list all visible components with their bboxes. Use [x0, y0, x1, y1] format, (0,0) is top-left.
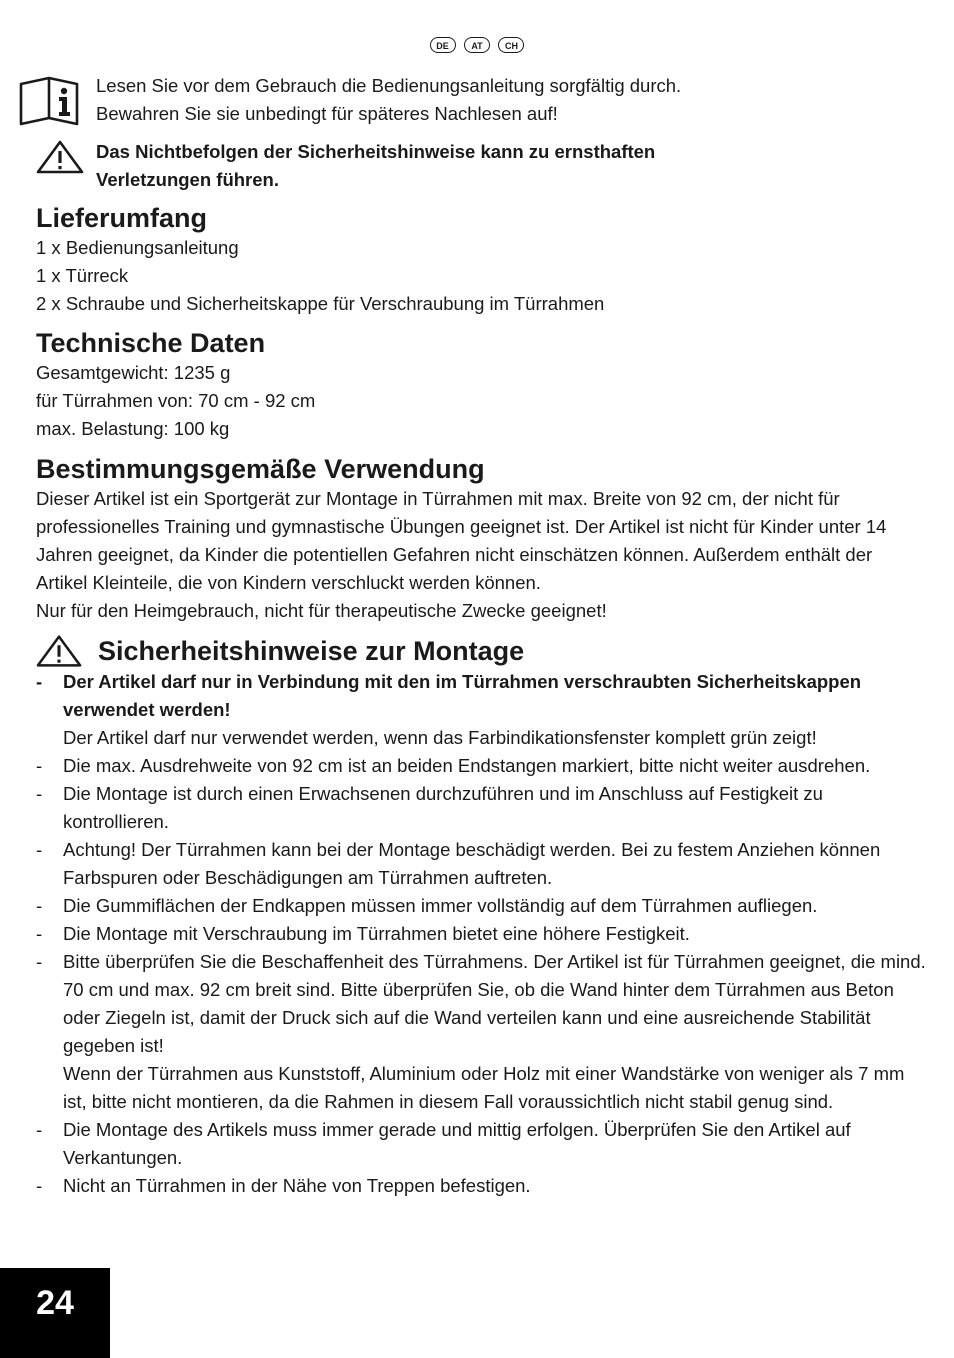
info-line-1: Lesen Sie vor dem Gebrauch die Bedienungsanleitung sorgfältig durch.	[96, 75, 682, 96]
list-item: 1 x Bedienungsanleitung	[36, 237, 239, 258]
spec-max-load: max. Belastung: 100 kg	[36, 418, 230, 439]
bullet-dash: -	[36, 895, 43, 916]
list-item	[36, 668, 926, 752]
list-item	[36, 948, 926, 1116]
country-flags	[0, 36, 954, 54]
list-item	[36, 892, 926, 920]
section-montage	[36, 634, 926, 1200]
list-item	[36, 752, 926, 780]
bullet-dash: -	[36, 923, 43, 944]
warning-line-1: Das Nichtbefolgen der Sicherheitshinweise kann zu ernsthaften	[96, 141, 656, 162]
bullet-dash: -	[36, 755, 43, 776]
list-item	[36, 920, 926, 948]
section-lieferumfang	[36, 202, 926, 318]
verwendung-text: Dieser Artikel ist ein Sportgerät zur Montage in Türrahmen mit max. Breite von 92 cm, der nicht für professionelles Training und gymnastische Übungen geeignet ist. Der Artikel ist nicht für Kinder unter 14 Jahren geeignet, da Kinder die potentiellen Gefahren nicht einschätzen können. Außerdem enthält der Artikel Kleinteile, die von Kindern verschluckt werden können.	[36, 488, 887, 593]
list-item: 1 x Türreck	[36, 265, 129, 286]
bullet-dash: -	[36, 951, 43, 972]
section-title: Sicherheitshinweise zur Montage	[98, 636, 525, 666]
warning-triangle-icon	[36, 634, 82, 668]
verwendung-text-2: Nur für den Heimgebrauch, nicht für therapeutische Zwecke geeignet!	[36, 600, 607, 621]
list-item-text: Die Montage ist durch einen Erwachsenen durchzuführen und im Anschluss auf Festigkeit zu kontrollieren.	[63, 783, 823, 832]
list-item-text: Bitte überprüfen Sie die Beschaffenheit des Türrahmens. Der Artikel ist für Türrahmen geeignet, die mind. 70 cm und max. 92 cm breit sind. Bitte überprüfen Sie, ob die Wand hinter dem Türrahmen aus Beton oder Ziegeln ist, damit der Druck sich auf die Wand verteilen kann und eine ausreichende Stabilität gegeben ist!	[63, 951, 926, 1056]
warning-triangle-icon	[36, 140, 84, 174]
section-verwendung	[36, 453, 926, 625]
list-item-text: Die Gummiflächen der Endkappen müssen immer vollständig auf dem Türrahmen aufliegen.	[63, 895, 818, 916]
section-title: Technische Daten	[36, 328, 266, 358]
list-item: 2 x Schraube und Sicherheitskappe für Verschraubung im Türrahmen	[36, 293, 605, 314]
bullet-dash: -	[36, 783, 43, 804]
page-number: 24	[0, 1268, 110, 1358]
list-item-text: Die max. Ausdrehweite von 92 cm ist an beiden Endstangen markiert, bitte nicht weiter ausdrehen.	[63, 755, 871, 776]
section-technische-daten	[36, 327, 926, 443]
list-item-text: Achtung! Der Türrahmen kann bei der Montage beschädigt werden. Bei zu festem Anziehen können Farbspuren oder Beschädigungen am Türrahmen auftreten.	[63, 839, 881, 888]
spec-frame-width: für Türrahmen von: 70 cm - 92 cm	[36, 390, 316, 411]
bullet-dash: -	[36, 1175, 43, 1196]
flag-at: AT	[464, 37, 490, 53]
list-item-text: Die Montage des Artikels muss immer gerade und mittig erfolgen. Überprüfen Sie den Artikel auf Verkantungen.	[63, 1119, 851, 1168]
list-item	[36, 1116, 926, 1172]
bullet-dash: -	[36, 1119, 43, 1140]
list-item-strong: Der Artikel darf nur in Verbindung mit den im Türrahmen verschraubten Sicherheitskappen verwendet werden!	[63, 671, 862, 720]
section-title: Bestimmungsgemäße Verwendung	[36, 454, 485, 484]
montage-heading	[36, 634, 926, 668]
spec-weight: Gesamtgewicht: 1235 g	[36, 362, 231, 383]
list-item	[36, 780, 926, 836]
bullet-dash: -	[36, 671, 43, 692]
list-item-text-2: Wenn der Türrahmen aus Kunststoff, Aluminium oder Holz mit einer Wandstärke von weniger als 7 mm ist, bitte nicht montieren, da die Rahmen in diesem Fall voraussichtlich nicht stabil genug sind.	[63, 1063, 905, 1112]
flag-ch: CH	[498, 37, 524, 53]
list-item-text: Nicht an Türrahmen in der Nähe von Treppen befestigen.	[63, 1175, 531, 1196]
list-item-text: Die Montage mit Verschraubung im Türrahmen bietet eine höhere Festigkeit.	[63, 923, 690, 944]
info-line-2: Bewahren Sie sie unbedingt für späteres Nachlesen auf!	[96, 103, 558, 124]
section-title: Lieferumfang	[36, 203, 208, 233]
list-item	[36, 836, 926, 892]
montage-list	[36, 668, 926, 1200]
manual-info-icon	[18, 74, 80, 126]
list-item-text: Der Artikel darf nur verwendet werden, wenn das Farbindikationsfenster komplett grün zeigt!	[63, 727, 817, 748]
list-item	[36, 1172, 926, 1200]
warning-line-2: Verletzungen führen.	[96, 169, 279, 190]
flag-de: DE	[430, 37, 456, 53]
bullet-dash: -	[36, 839, 43, 860]
